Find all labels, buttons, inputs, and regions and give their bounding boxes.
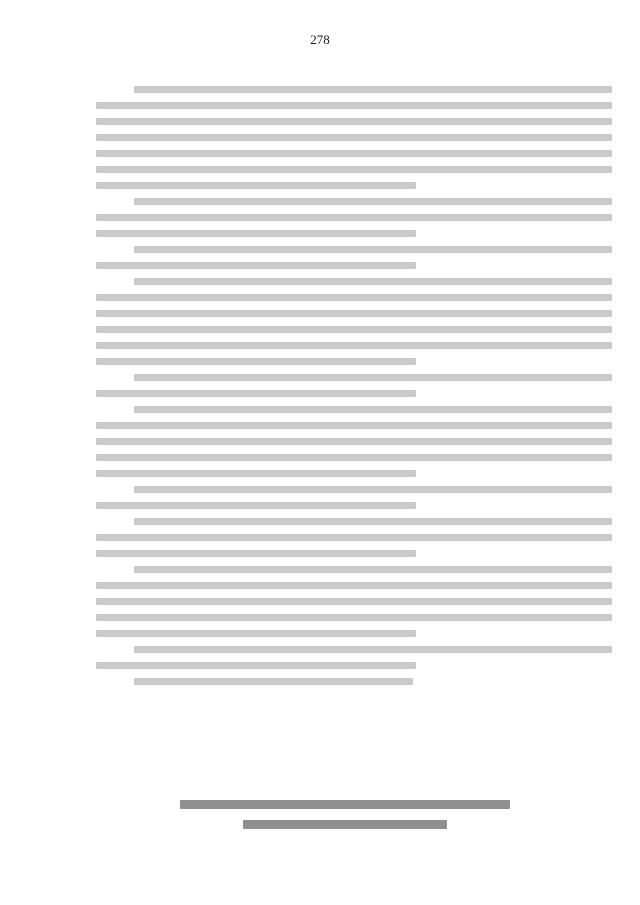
paragraph: [96, 374, 612, 397]
paragraph: [96, 566, 612, 637]
paragraph: [96, 518, 612, 557]
paragraph: [96, 198, 612, 237]
paragraph: [96, 486, 612, 509]
paragraph: [96, 678, 612, 685]
paragraph: [96, 646, 612, 669]
section-heading: [180, 800, 510, 840]
paragraph: [96, 246, 612, 269]
document-body: [96, 86, 612, 694]
paragraph: [96, 406, 612, 477]
page-number: 278: [310, 32, 330, 47]
paragraph: [96, 278, 612, 365]
paragraph: [96, 86, 612, 189]
